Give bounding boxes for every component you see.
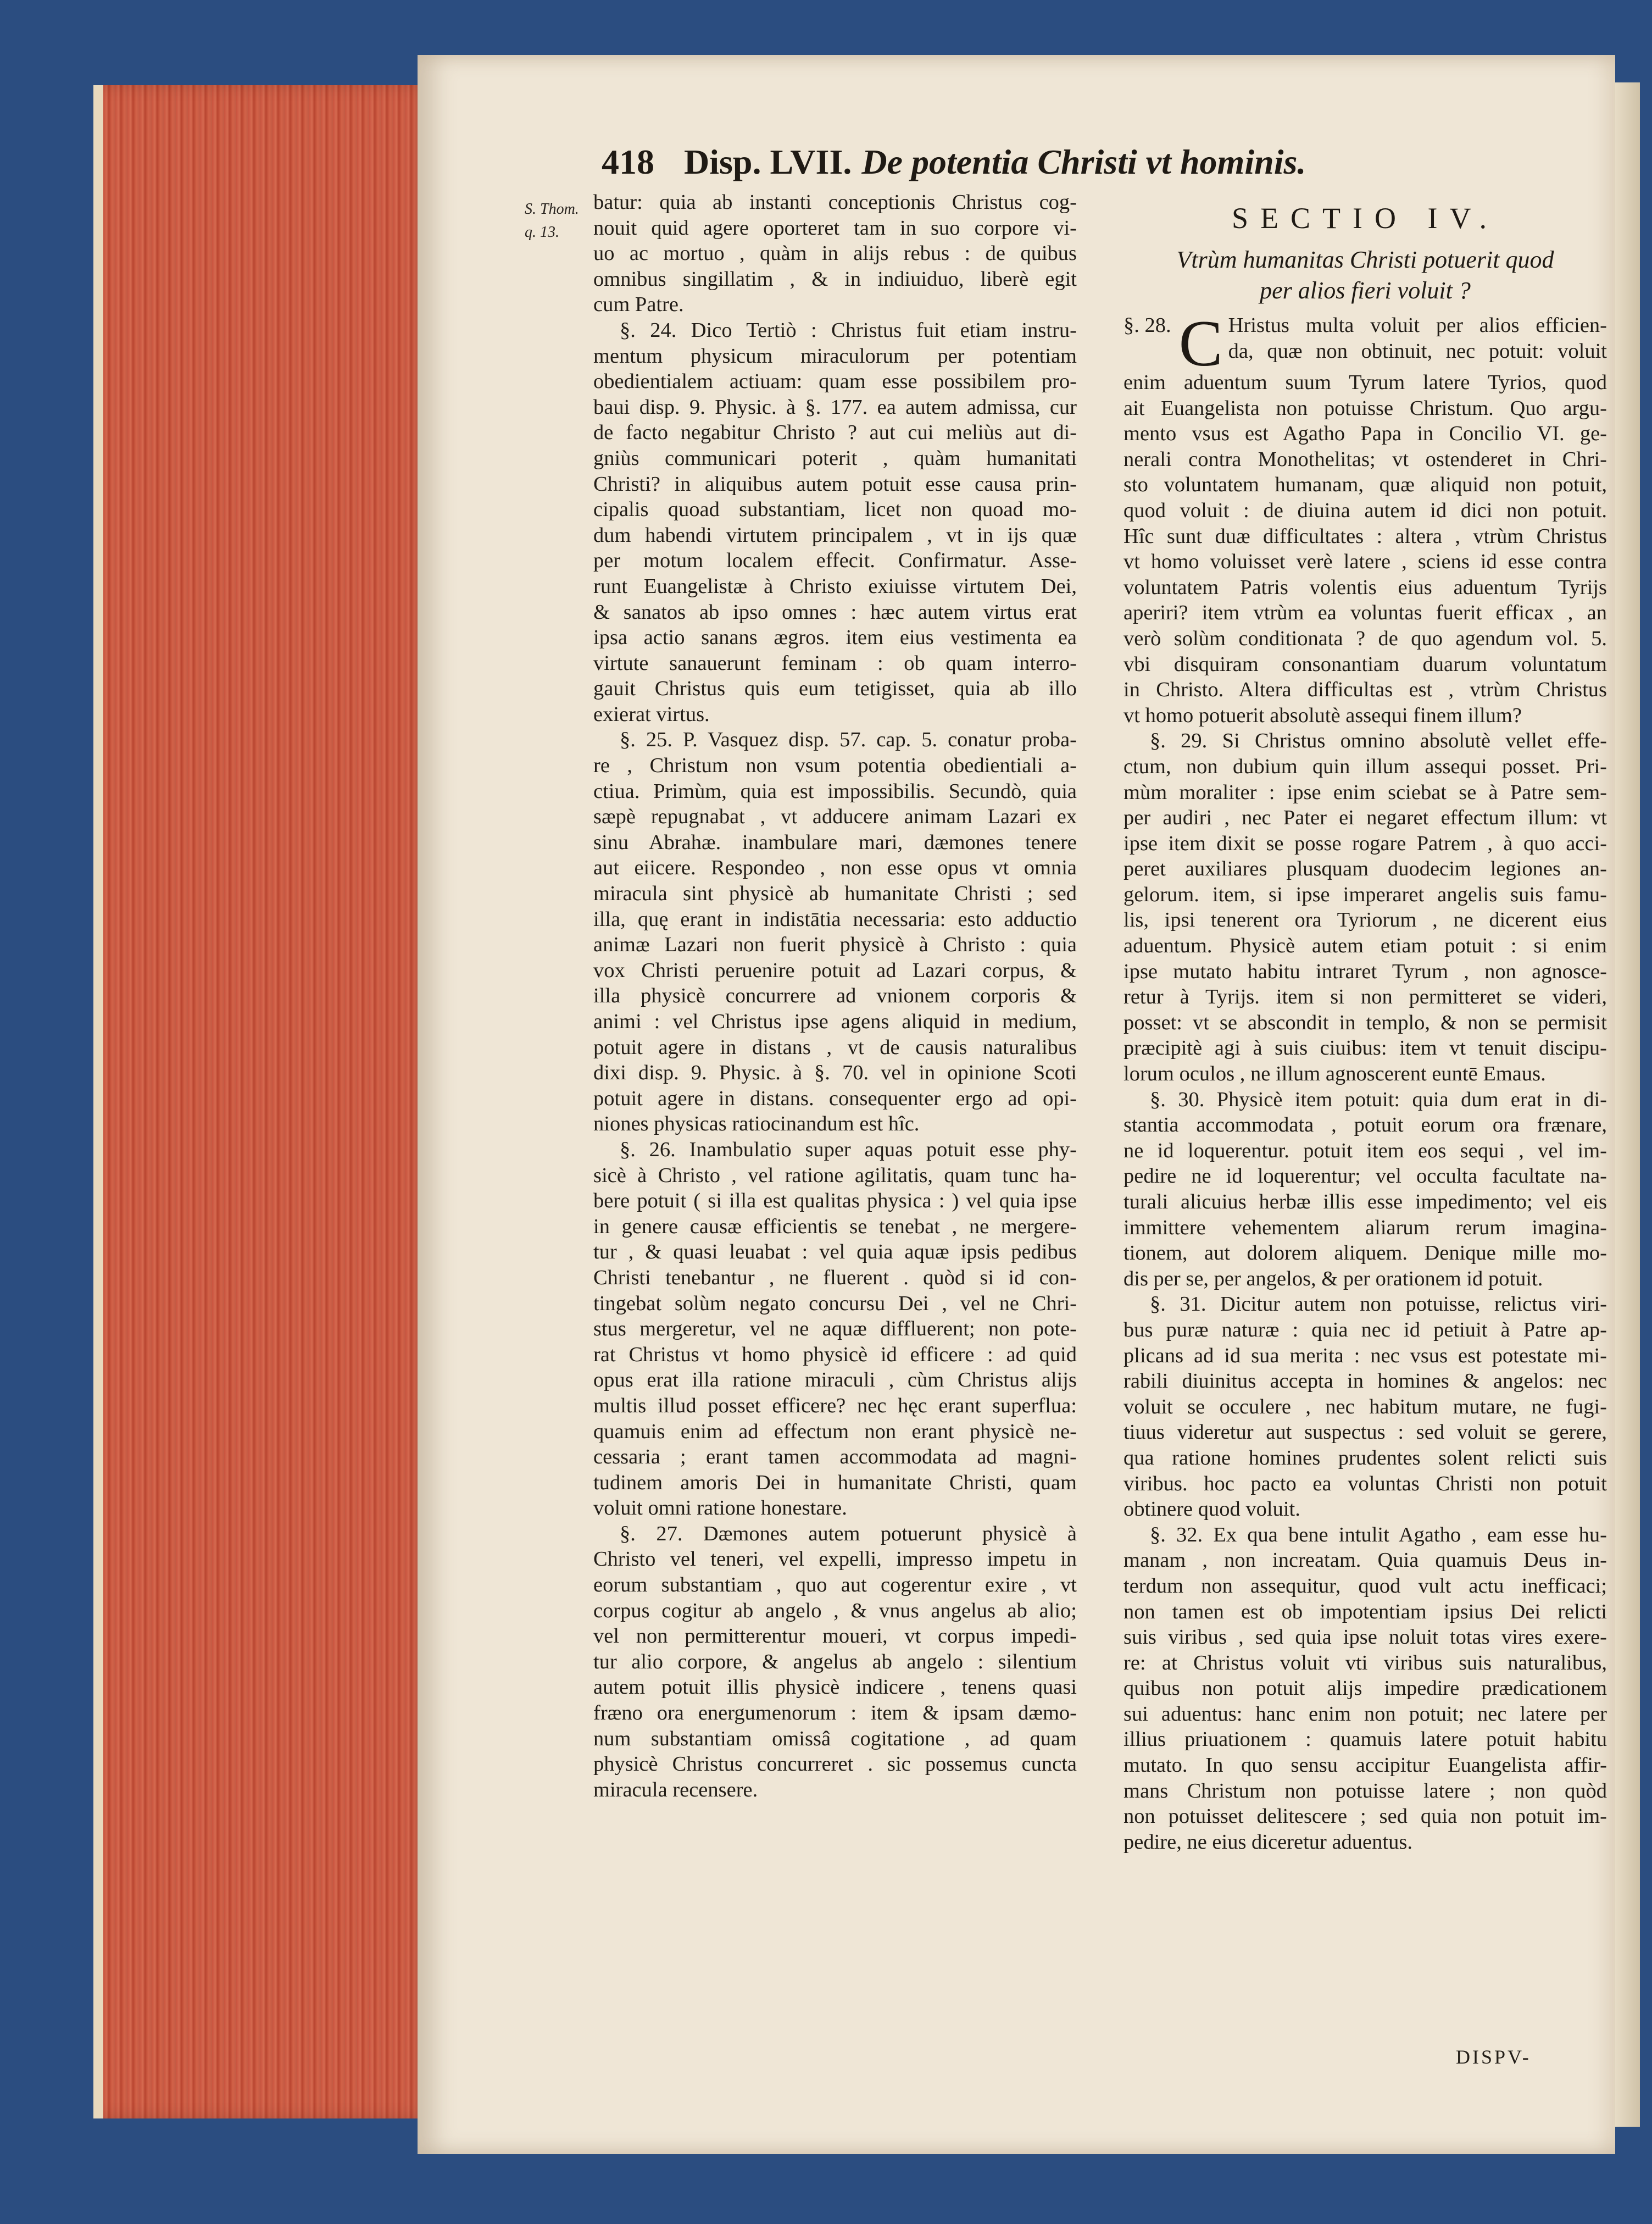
text-line: animi : vel Christus ipse agens aliquid in medium, [593,1010,1077,1033]
text-line: suis viribus , sed quia ipse noluit totas vires exere- [1123,1626,1607,1649]
disputation-number: Disp. LVII. [684,142,852,181]
text-line: non potuisset delitescere ; sed quia non potuit im- [1123,1805,1607,1828]
text-line: Christi? in aliquibus autem potuit esse causa prin- [593,472,1077,496]
text-line: tionem, aut dolorem aliquem. Denique mille mo- [1123,1241,1607,1265]
text-line: rat Christus vt homo physicè id efficere : ad quid [593,1343,1077,1366]
text-line: omnibus singillatim , & in indiuiduo, liberè egit [593,267,1077,291]
text-line: ctiua. Primùm, quia est impossibilis. Secundò, quia [593,779,1077,803]
text-line: ipsa actio sanans ægros. item eius vestimenta ea [593,626,1077,650]
text-line: obtinere quod voluit. [1123,1498,1300,1521]
text-line: quod voluit : de diuina autem id dici non potuit. [1123,498,1607,522]
text-line: stantia accommodata , potuit eorum ora frænare, [1123,1113,1607,1137]
text-line: tudinem amoris Dei in humanitate Christi, quam [593,1471,1077,1494]
text-line: enim aduentum suum Tyrum latere Tyrios, quod [1123,371,1607,394]
text-line: pedire ne id loquerentur; vel occulta facultate na- [1123,1164,1607,1188]
text-line: vel non permitterentur moueri, vt corpus impedi- [593,1624,1077,1648]
text-line: baui disp. 9. Physic. à §. 177. ea autem admissa, cur [593,395,1077,419]
text-line: obedientialem actiuam: quam esse possibilem pro- [593,370,1077,393]
text-line: uo ac mortuo , quàm in alijs rebus : de quibus [593,242,1077,265]
drop-cap: C [1178,307,1223,380]
text-line: illius priuationem : quamuis latere potuit habitu [1123,1728,1607,1751]
text-line: re: at Christus voluit vti viribus suis naturalibus, [1123,1651,1607,1674]
text-line: runt Euangelistæ à Christo exiuisse virtutem Dei, [593,574,1077,598]
text-line: nerali contra Monothelitas; vt ostenderet in Chri- [1123,447,1607,471]
text-line: sui aduentus: hanc enim non potuit; nec latere per [1123,1702,1607,1726]
text-line: miracula sint physicè ab humanitate Christi ; sed [593,882,1077,906]
right-column [1123,190,1607,1855]
page-edge [1615,82,1640,2127]
text-line: re , Christum non vsum potentia obedientiali a- [593,754,1077,778]
text-line: posset: vt se abscondit in templo, & non se permisit [1123,1011,1607,1034]
text-line: physicè Christus concurreret . sic possemus cuncta [593,1752,1077,1776]
text-line: tur alio corpore, & angelus ab angelo : silentium [593,1650,1077,1673]
text-line: fræno ora energumenorum : item & ipsam dæmo- [593,1701,1077,1725]
text-line: potuit agere in distans. consequenter ergo ad opi- [593,1086,1077,1110]
text-line: nouit quid agere oporteret tam in suo corpore vi- [593,216,1077,240]
text-line: sto voluntatem humanam, quæ aliquid non potuit, [1123,473,1607,497]
text-line: immittere vehementem aliarum rerum imagina- [1123,1216,1607,1239]
text-line: lis, ipsi tenerent ora Tyriorum , ne dicerent eius [1123,908,1607,932]
text-line: terdum non assequitur, quod vult actu inefficaci; [1123,1574,1607,1598]
text-line: turali alicuius herbæ illis esse impedimento; vel eis [1123,1190,1607,1213]
text-line: tur , & quasi leuabat : vel quia aquæ ipsis pedibus [593,1240,1077,1264]
section-title-line: per alios fieri voluit ? [1260,277,1471,304]
text-line: manam , non increatam. Quia quamuis Deus in- [1123,1549,1607,1572]
text-line: per audiri , nec Pater ei negaret effectum illum: vt [1123,806,1607,830]
text-line: illa physicè concurrere ad vnionem corporis & [593,984,1077,1008]
text-line: tiuus videretur aut suspectus : sed voluit se gerere, [1123,1421,1607,1444]
text-line: multis illud posset efficere? nec hęc erant superflua: [593,1394,1077,1417]
text-line: lorum oculos , ne illum agnoscerent euntē Emaus. [1123,1062,1546,1086]
text-line: bere potuit ( si illa est qualitas physica : ) vel quia ipse [593,1189,1077,1213]
text-line: tingebat solùm negato concursu Dei , vel ne Chri- [593,1291,1077,1315]
text-line: peret auxiliares plusquam duodecim legiones an- [1123,857,1607,881]
section-title-line: Vtrùm humanitas Christi potuerit quod [1176,246,1554,273]
text-line: sinu Abrahæ. inambulare mari, dæmones tenere [593,830,1077,854]
text-line: num substantiam omissâ cogitatione , ad quam [593,1727,1077,1750]
text-line: corpus cogitur ab angelo , & vnus angelus ab alio; [593,1599,1077,1622]
text-line: animæ Lazari non fuerit physicè à Christo : quia [593,933,1077,957]
text-line: in Christo. Altera difficultas est , vtrùm Christus [1123,678,1607,702]
text-line: vbi disquiram consonantiam duarum voluntatum [1123,652,1607,676]
text-line: viribus. hoc pacto ea voluntas Christi non potuit [1123,1472,1607,1495]
text-line: stus mergeretur, vel ne aquæ diffluerent; non pote- [593,1317,1077,1341]
text-line: mans Christum non potuisse latere ; non quòd [1123,1779,1607,1803]
text-line: §. 31. Dicitur autem non potuisse, relictus viri- [1150,1293,1607,1316]
text-line: cipalis quoad substantiam, licet non quoad mo- [593,498,1077,522]
text-line: aduentum. Physicè autem etiam potuit : si enim [1123,934,1607,958]
text-line: §. 26. Inambulatio super aquas potuit esse phy- [620,1138,1077,1161]
text-line: batur: quia ab instanti conceptionis Christus cog- [593,191,1077,214]
page-number: 418 [602,142,654,181]
text-line: eorum substantiam , quo aut cogerentur exire , vt [593,1573,1077,1597]
text-line: præcipitè agi à suis ciuibus: item vt tenuit discipu- [1123,1036,1607,1060]
margin-note [525,198,602,244]
text-line: ipse item dixit se posse rogare Patrem , à quo acci- [1123,831,1607,855]
text-line: bus puræ naturæ : quia nec id petiuit à Patre ap- [1123,1318,1607,1341]
text-line: retur à Tyrijs. item si non permitteret se videri, [1123,985,1607,1009]
first-paragraph-opening [1123,307,1607,380]
text-line: ne id loquerentur. potuit item eos sequi , vel im- [1123,1139,1607,1162]
text-line: in genere causæ efficientis se tenebat , ne mergere- [593,1214,1077,1238]
section-heading: SECTIO IV. [1231,202,1499,235]
text-line: opus erat illa ratione miraculi , cùm Christus alijs [593,1368,1077,1392]
text-line: pedire, ne eius diceretur aduentus. [1123,1830,1412,1854]
text-line: non tamen est ob impotentiam ipsius Dei relicti [1123,1600,1607,1623]
text-line: niones physicas ratiocinandum est hîc. [593,1112,920,1136]
text-line: per motum localem effecit. Confirmatur. Asse- [593,549,1077,573]
text-line: Hîc sunt duæ difficultates : altera , vtrùm Christus [1123,524,1607,548]
left-column [593,190,1077,1803]
book-fore-edge [93,85,433,2118]
text-line: quamuis enim ad effectum non erant physicè ne- [593,1419,1077,1443]
paragraph-label: §. 28. [1123,314,1171,337]
text-line: ait Euangelista non potuisse Christum. Quo argu- [1123,396,1607,420]
text-line: Christo vel teneri, vel expelli, impresso impetu in [593,1548,1077,1571]
text-line: autem potuit illis physicè indicere , tenens quasi [593,1676,1077,1699]
text-line: dum habendi virtutem principalem , vt in ijs quæ [593,523,1077,547]
text-line: vox Christi peruenire potuit ad Lazari corpus, & [593,958,1077,982]
running-header [602,142,1426,191]
text-line: de facto negabitur Christo ? aut cui meliùs aut di- [593,421,1077,445]
text-line: illa, quę erant in indistātia necessaria: esto adductio [593,907,1077,931]
text-line: potuit agere in distans , vt de causis naturalibus [593,1035,1077,1059]
text-line: plicans ad id sua merita : nec vsus est potestate mi- [1123,1344,1607,1367]
text-line: mento vsus est Agatho Papa in Concilio VI. ge- [1123,422,1607,446]
text-line: Hristus multa voluit per alios efficien- [1228,314,1607,337]
text-line: gauit Christus quis eum tetigisset, quia ab illo [593,677,1077,701]
text-line: & sanatos ab ipso omnes : hæc autem virtus erat [593,600,1077,624]
text-line: vt homo potuerit absolutè assequi finem illum? [1123,703,1522,727]
text-line: dis per se, per angelos, & per orationem id potuit. [1123,1267,1543,1290]
text-line: voluit se occulere , nec habitum mutare, ne fugi- [1123,1395,1607,1418]
text-line: §. 27. Dæmones autem potuerunt physicè à [620,1522,1077,1545]
text-line: gniùs communicari poterit , quàm humanitati [593,446,1077,470]
text-line: voluit omni ratione honestare. [593,1496,847,1520]
text-line: mùm moraliter : ipse enim sciebat se à Patre sem- [1123,780,1607,804]
catchword: DISPV- [1456,2046,1531,2068]
text-line: virtute sanauerunt feminam : ob quam interro- [593,651,1077,675]
text-line: §. 32. Ex qua bene intulit Agatho , eam esse hu- [1150,1523,1607,1546]
text-line: cum Patre. [593,293,684,317]
text-line: qua ratione homines prudentes solent relicti suis [1123,1446,1607,1469]
text-line: ipse mutato habitu intraret Tyrum , non agnosce- [1123,960,1607,983]
text-line: sicè à Christo , vel ratione agilitatis, quam tunc ha- [593,1163,1077,1187]
text-line: rabili diuinitus accepta in homines & angelos: nec [1123,1369,1607,1393]
text-line: §. 24. Dico Tertiò : Christus fuit etiam instru- [620,318,1077,342]
text-line: ctum, non dubium quin illum assequi posset. Pri- [1123,755,1607,778]
section-title [1123,245,1607,306]
text-line: §. 30. Physicè item potuit: quia dum erat in di- [1150,1088,1607,1111]
text-line: verò solùm conditionata ? de quo agendum vol. 5. [1123,626,1607,650]
text-line: exierat virtus. [593,702,710,726]
running-title: De potentia Christi vt hominis. [861,142,1306,181]
margin-note-line: S. Thom. [525,201,579,218]
text-line: aperiri? item vtrùm ea voluntas fuerit efficax , an [1123,601,1607,625]
text-line: vt homo voluisset verè latere , sciens id esse contra [1123,550,1607,574]
text-line: miracula recensere. [593,1778,758,1801]
text-line: aut eiicere. Respondeo , non esse opus vt omnia [593,856,1077,880]
text-line: Christi tenebantur , ne fluerent . quòd si id con- [593,1266,1077,1289]
text-line: sæpè repugnabat , vt adducere animam Lazari ex [593,805,1077,829]
text-line: gelorum. item, si ipse imperaret angelis suis famu- [1123,883,1607,906]
text-line: voluntatem Patris volentis eius aduentum Tyrijs [1123,575,1607,599]
text-line: da, quæ non obtinuit, nec potuit: voluit [1228,339,1607,363]
text-line: mentum physicum miraculorum per potentiam [593,344,1077,368]
text-line: §. 29. Si Christus omnino absolutè vellet effe- [1150,729,1607,753]
margin-note-line: q. 13. [525,224,559,241]
right-column-text [1123,370,1607,1855]
text-line: cessaria ; erant tamen accommodata ad magni- [593,1445,1077,1469]
text-line: mutato. In quo sensu accipitur Euangelista affir- [1123,1754,1607,1777]
text-line: §. 25. P. Vasquez disp. 57. cap. 5. conatur proba- [620,728,1077,752]
text-line: quibus non potuit alijs impedire prædicationem [1123,1677,1607,1700]
text-line: dixi disp. 9. Physic. à §. 70. vel in opinione Scoti [593,1061,1077,1085]
